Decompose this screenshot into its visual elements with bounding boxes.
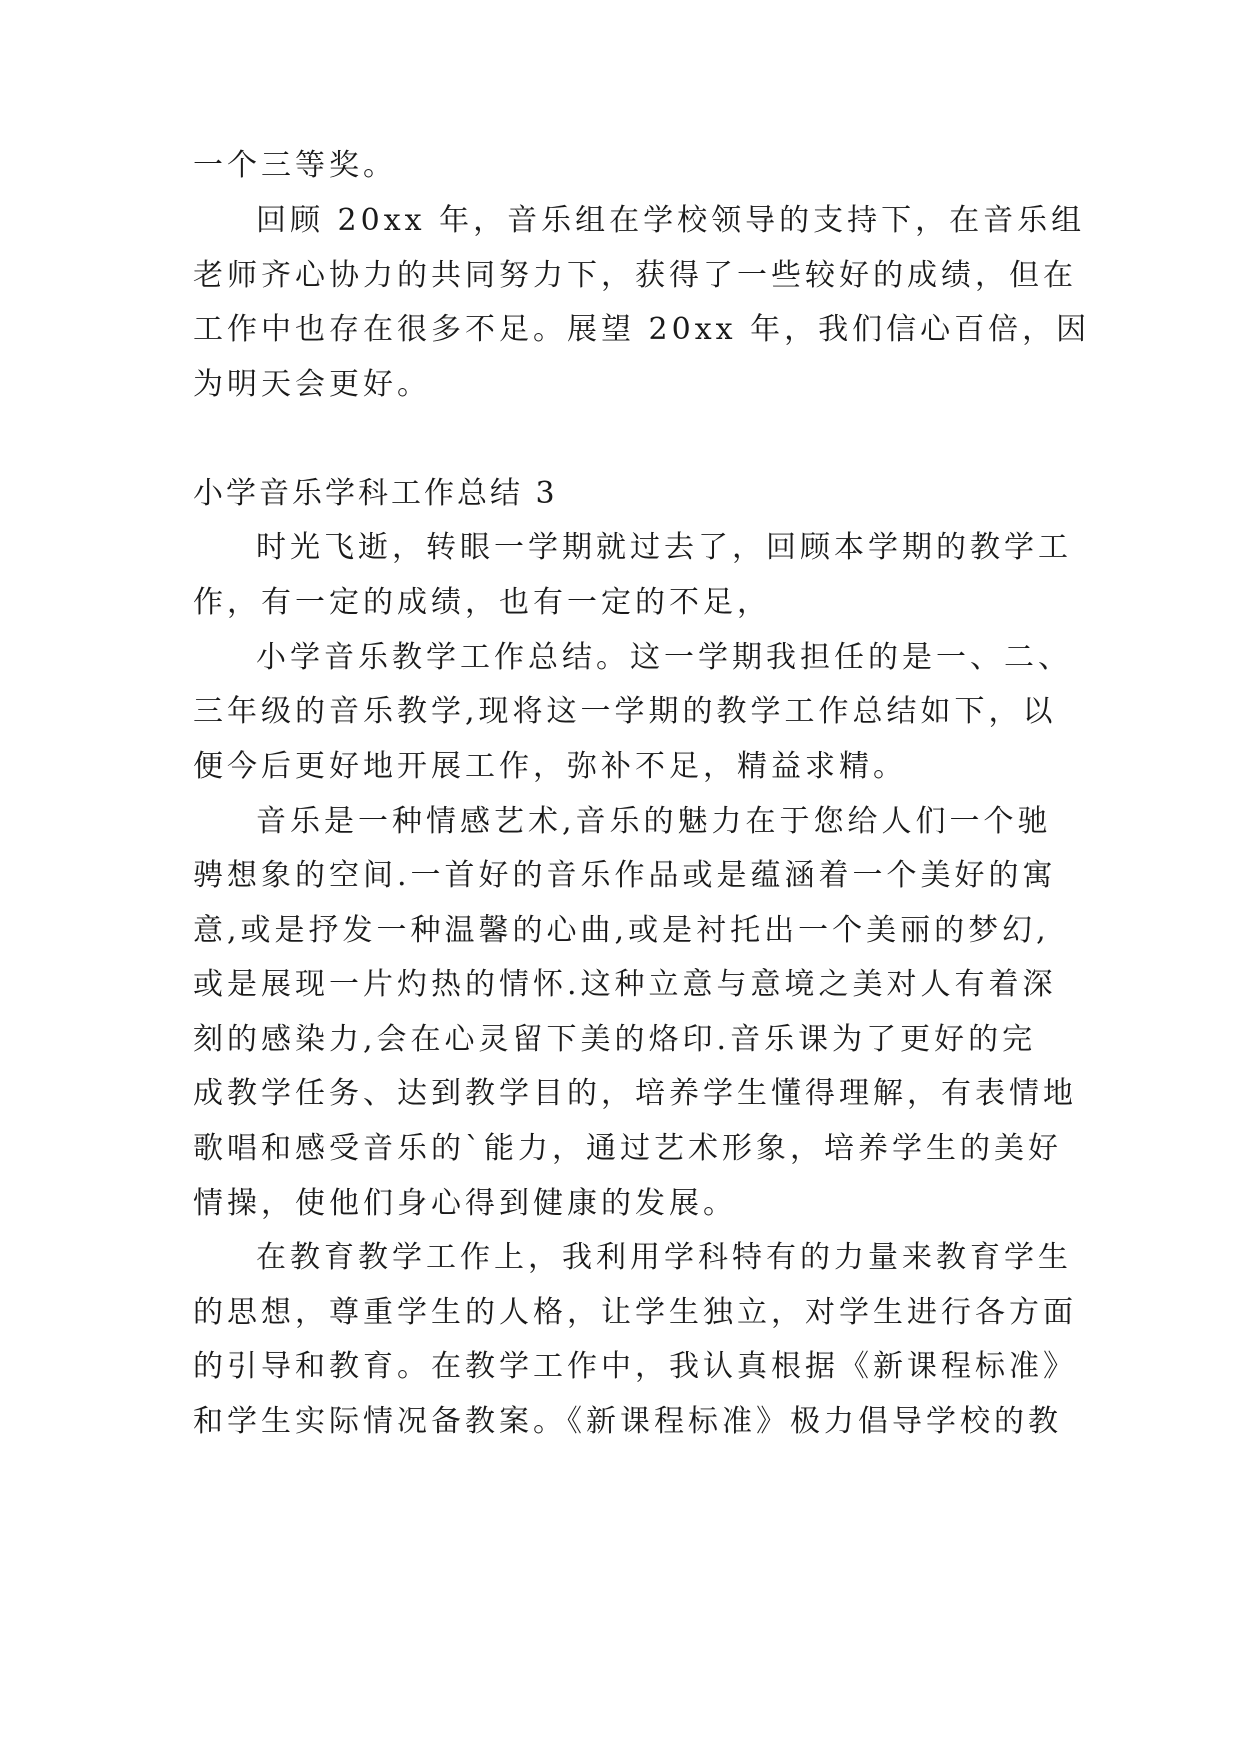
text-line: 便今后更好地开展工作，弥补不足，精益求精。 bbox=[193, 749, 907, 784]
text-line: 刻的感染力,会在心灵留下美的烙印.音乐课为了更好的完 bbox=[193, 1022, 1037, 1057]
paragraph-start-line: 音乐是一种情感艺术,音乐的魅力在于您给人们一个驰 bbox=[256, 804, 1052, 839]
text-line: 工作中也存在很多不足。展望 20xx 年，我们信心百倍，因 bbox=[193, 312, 1091, 347]
text-line: 情操，使他们身心得到健康的发展。 bbox=[193, 1186, 737, 1221]
text-line: 意,或是抒发一种温馨的心曲,或是衬托出一个美丽的梦幻, bbox=[193, 913, 1050, 948]
text-line: 或是展现一片灼热的情怀.这种立意与意境之美对人有着深 bbox=[193, 967, 1057, 1002]
text-line: 为明天会更好。 bbox=[193, 367, 431, 402]
text-line: 一个三等奖。 bbox=[193, 148, 397, 183]
text-line: 歌唱和感受音乐的`能力，通过艺术形象，培养学生的美好 bbox=[193, 1131, 1062, 1166]
text-line: 的思想，尊重学生的人格，让学生独立，对学生进行各方面 bbox=[193, 1295, 1077, 1330]
text-line: 三年级的音乐教学,现将这一学期的教学工作总结如下，以 bbox=[193, 694, 1057, 729]
text-line: 老师齐心协力的共同努力下，获得了一些较好的成绩，但在 bbox=[193, 258, 1077, 293]
text-line: 和学生实际情况备教案。《新课程标准》极力倡导学校的教 bbox=[193, 1404, 1062, 1439]
text-line: 骋想象的空间.一首好的音乐作品或是蕴涵着一个美好的寓 bbox=[193, 858, 1057, 893]
paragraph-start-line: 在教育教学工作上，我利用学科特有的力量来教育学生 bbox=[256, 1240, 1072, 1275]
section-heading: 小学音乐学科工作总结 3 bbox=[193, 476, 558, 511]
paragraph-start-line: 回顾 20xx 年，音乐组在学校领导的支持下，在音乐组 bbox=[256, 203, 1086, 238]
text-line: 成教学任务、达到教学目的，培养学生懂得理解，有表情地 bbox=[193, 1076, 1077, 1111]
paragraph-start-line: 时光飞逝，转眼一学期就过去了，回顾本学期的教学工 bbox=[256, 530, 1072, 565]
text-line: 的引导和教育。在教学工作中，我认真根据《新课程标准》 bbox=[193, 1349, 1077, 1384]
paragraph-start-line: 小学音乐教学工作总结。这一学期我担任的是一、二、 bbox=[256, 640, 1072, 675]
text-line: 作，有一定的成绩，也有一定的不足， bbox=[193, 585, 771, 620]
